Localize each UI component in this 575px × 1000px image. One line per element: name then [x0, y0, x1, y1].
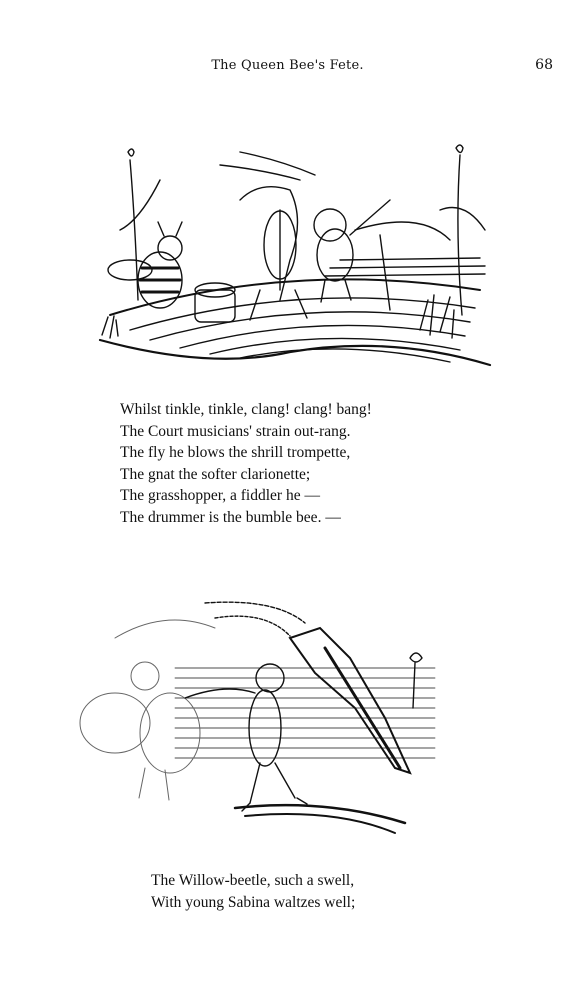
verse-line: With young Sabina waltzes well;: [151, 893, 356, 911]
beetle-waltz-illustration: [75, 598, 445, 848]
page-number: 68: [535, 57, 553, 73]
verse-line: The grasshopper, a fiddler he —: [120, 487, 320, 504]
stanza-one: [120, 399, 372, 528]
verse-line: The Willow-beetle, such a swell,: [151, 872, 355, 889]
verse-line: The fly he blows the shrill trompette,: [120, 444, 351, 461]
verse-line: Whilst tinkle, tinkle, clang! clang! bang!: [120, 401, 372, 418]
verse-line: The drummer is the bumble bee. —: [120, 508, 341, 526]
running-header-title: The Queen Bee's Fete.: [211, 58, 364, 73]
verse-line: The Court musicians' strain out-rang.: [120, 422, 351, 440]
insect-band-illustration: [90, 140, 500, 385]
stanza-two: [151, 870, 355, 913]
verse-line: The gnat the softer clarionette;: [120, 465, 311, 483]
